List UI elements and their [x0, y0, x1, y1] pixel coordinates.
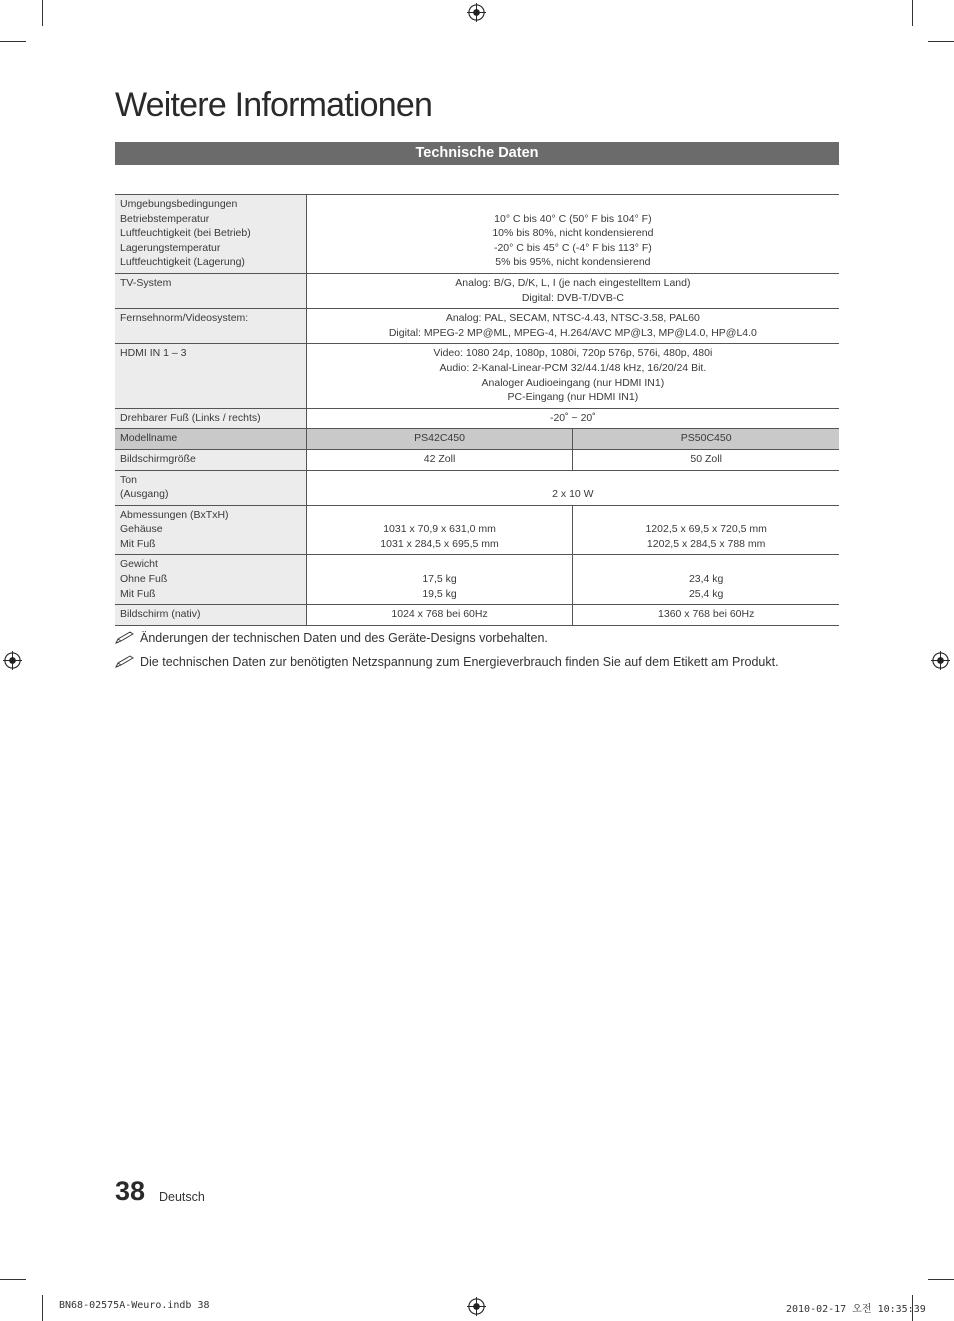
row-label: Ton (Ausgang): [115, 470, 306, 505]
table-row: [115, 449, 839, 470]
row-label: Umgebungsbedingungen Betriebstemperatur Luftfeuchtigkeit (bei Betrieb) Lagerungstemperatur Luftfeuchtigkeit (Lagerung): [115, 195, 306, 274]
crop-mark: [0, 41, 26, 42]
notes: [115, 626, 855, 674]
row-label: Drehbarer Fuß (Links / rechts): [115, 408, 306, 429]
table-row: [115, 605, 839, 626]
row-value: 2 x 10 W: [306, 470, 839, 505]
table-row: [115, 429, 839, 450]
row-value-left: 42 Zoll: [306, 449, 573, 470]
note-item: [115, 626, 855, 650]
note-text: Die technischen Daten zur benötigten Netzspannung zum Energieverbrauch finden Sie auf dem Etikett am Produkt.: [140, 655, 779, 669]
crop-mark: [928, 41, 954, 42]
table-row: [115, 555, 839, 605]
table-row: [115, 408, 839, 429]
row-value-right: 1360 x 768 bei 60Hz: [573, 605, 839, 626]
crop-mark: [42, 1295, 43, 1321]
row-label: Gewicht Ohne Fuß Mit Fuß: [115, 555, 306, 605]
row-value-left: 1031 x 70,9 x 631,0 mm 1031 x 284,5 x 695,5 mm: [306, 505, 573, 555]
page-title: Weitere Informationen: [115, 86, 433, 124]
row-value-left: 1024 x 768 bei 60Hz: [306, 605, 573, 626]
row-label: Fernsehnorm/Videosystem:: [115, 309, 306, 344]
row-value-left: 17,5 kg 19,5 kg: [306, 555, 573, 605]
row-value: -20˚ ~ 20˚: [306, 408, 839, 429]
row-label: Bildschirm (nativ): [115, 605, 306, 626]
row-label: HDMI IN 1 – 3: [115, 344, 306, 408]
row-label: Abmessungen (BxTxH) Gehäuse Mit Fuß: [115, 505, 306, 555]
pencil-note-icon: [115, 655, 135, 669]
page-number: 38: [115, 1176, 146, 1206]
registration-mark-icon: [3, 651, 22, 670]
spec-table: [115, 194, 839, 626]
registration-mark-icon: [467, 3, 486, 22]
row-value: 10° C bis 40° C (50° F bis 104° F) 10% bis 80%, nicht kondensierend -20° C bis 45° C (-4° F bis 113° F) 5% bis 95%, nicht kondensierend: [306, 195, 839, 274]
footer-timestamp: 2010-02-17 오전 10:35:39: [786, 1304, 926, 1315]
table-row: [115, 505, 839, 555]
footer-file-info: BN68-02575A-Weuro.indb 38: [59, 1300, 210, 1311]
row-label: Bildschirmgröße: [115, 449, 306, 470]
registration-mark-icon: [931, 651, 950, 670]
row-label: Modellname: [115, 429, 306, 450]
crop-mark: [42, 0, 43, 26]
language-label: Deutsch: [159, 1190, 205, 1204]
note-item: [115, 650, 855, 674]
section-title: Technische Daten: [115, 142, 839, 165]
registration-mark-icon: [467, 1297, 486, 1316]
table-row: [115, 470, 839, 505]
model-left: PS42C450: [306, 429, 573, 450]
table-row: [115, 344, 839, 408]
row-value-right: 50 Zoll: [573, 449, 839, 470]
row-value: Video: 1080 24p, 1080p, 1080i, 720p 576p, 576i, 480p, 480i Audio: 2-Kanal-Linear-PCM 32/44.1/48 kHz, 16/20/24 Bit. Analoger Audioeingang (nur HDMI IN1) PC-Eingang (nur HDMI IN1): [306, 344, 839, 408]
table-row: [115, 195, 839, 274]
row-value-right: 1202,5 x 69,5 x 720,5 mm 1202,5 x 284,5 x 788 mm: [573, 505, 839, 555]
crop-mark: [928, 1279, 954, 1280]
note-text: Änderungen der technischen Daten und des Geräte-Designs vorbehalten.: [140, 631, 548, 645]
row-label: TV-System: [115, 273, 306, 308]
row-value: Analog: B/G, D/K, L, I (je nach eingestelltem Land) Digital: DVB-T/DVB-C: [306, 273, 839, 308]
row-value-right: 23,4 kg 25,4 kg: [573, 555, 839, 605]
pencil-note-icon: [115, 631, 135, 645]
crop-mark: [0, 1279, 26, 1280]
model-right: PS50C450: [573, 429, 839, 450]
row-value: Analog: PAL, SECAM, NTSC-4.43, NTSC-3.58, PAL60 Digital: MPEG-2 MP@ML, MPEG-4, H.264/AVC MP@L3, MP@L4.0, HP@L4.0: [306, 309, 839, 344]
table-row: [115, 273, 839, 308]
crop-mark: [912, 0, 913, 26]
table-row: [115, 309, 839, 344]
